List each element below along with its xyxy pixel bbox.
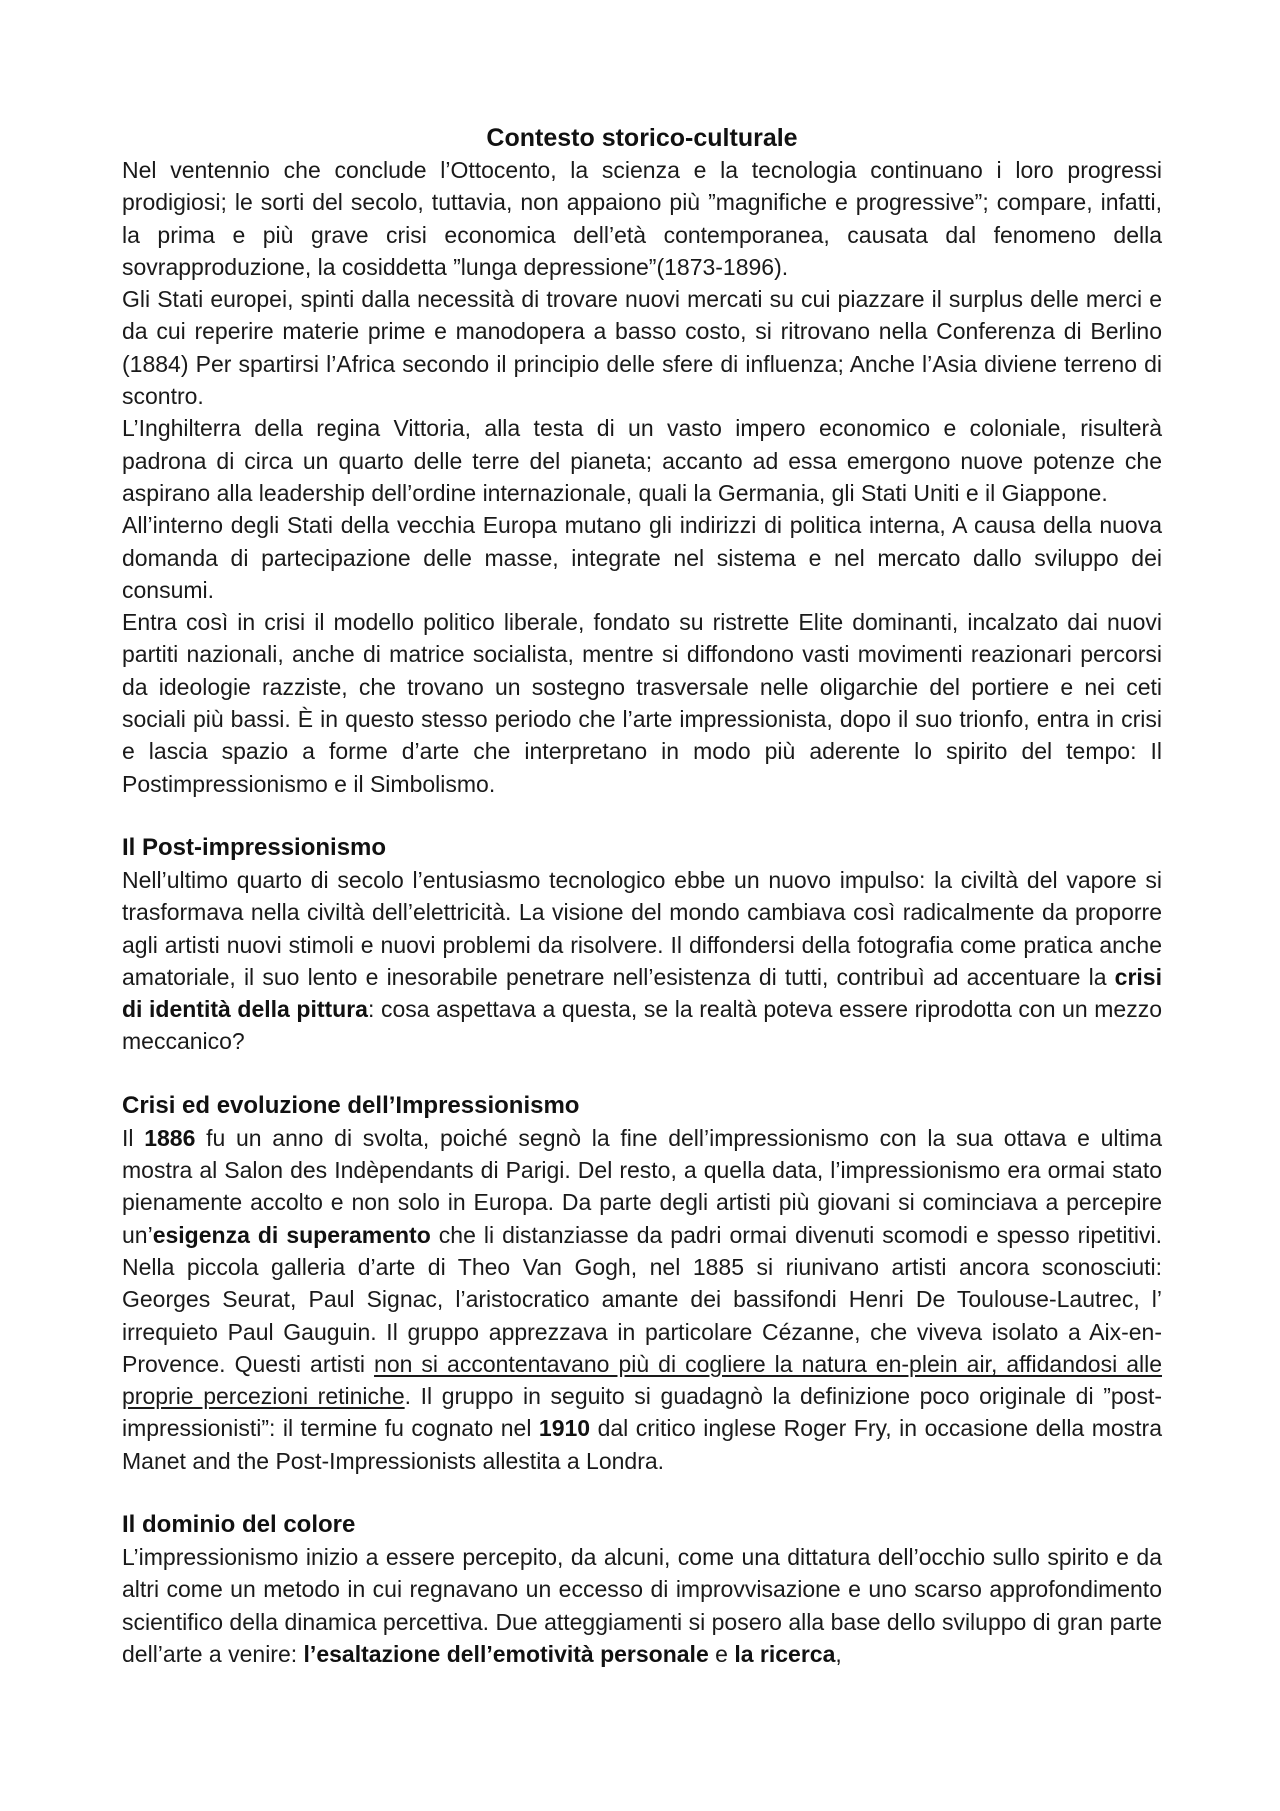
section-spacer (122, 800, 1162, 832)
section-title-post-impressionismo: Il Post-impressionismo (122, 833, 387, 861)
section-title-contesto: Contesto storico-culturale (486, 124, 798, 152)
text-run: e (708, 1640, 735, 1667)
paragraph (122, 1122, 1162, 1477)
bold-year: 1886 (144, 1124, 196, 1151)
text-run: Il (122, 1124, 145, 1151)
bold-text: esigenza di superamento (152, 1221, 431, 1248)
bold-year: 1910 (538, 1415, 591, 1442)
text-run: . Il gruppo in seguito si guadagnò la definizione poco originale di ”post-impressionisti”: il termine fu cognato nel (122, 1383, 1162, 1442)
text-run: L’impressionismo inizio a essere percepito, da alcuni, come una dittatura dell’occhio sullo spirito e da altri come un metodo in cui regnavano un eccesso di improvvisazione e uno scarso approfondimento scientifico della dinamica percettiva. Due atteggiamenti si posero alla base dello sviluppo di gran parte dell’arte a venire: (122, 1543, 1162, 1667)
text-run: che li distanziasse da padri ormai divenuti scomodi e spesso ripetitivi. Nella piccola galleria d’arte di Theo Van Gogh, nel 1885 si riunivano artisti ancora sconosciuti: Georges Seurat, Paul Signac, l’aristocratico amante dei bassifondi Henri De Toulouse-Lautrec, l’ irrequieto Paul Gauguin. Il gruppo apprezzava in particolare Cézanne, che viveva isolato a Aix-en-Provence. Questi artisti (122, 1221, 1162, 1377)
paragraph (122, 864, 1162, 1058)
paragraph: Nel ventennio che conclude l’Ottocento, la scienza e la tecnologia continuano i loro progressi prodigiosi; le sorti del secolo, tuttavia, non appaiono più ”magnifiche e progressive”; compare, infatti, la prima e più grave crisi economica dell’età contemporanea, causata dal fenomeno della sovrapproduzione, la cosiddetta ”lunga depressione”(1873-1896). (122, 157, 1162, 280)
text-run: fu un anno di svolta, poiché segnò la fine dell’impressionismo con la sua ottava e ultima mostra al Salon des Indèpendants di Parigi. Del resto, a quella data, l’impressionismo era ormai stato pienamente accolto e non solo in Europa. Da parte degli artisti più giovani si cominciava a percepire un’ (122, 1124, 1162, 1248)
section-title-dominio-colore: Il dominio del colore (122, 1510, 356, 1538)
text-run: Nell’ultimo quarto di secolo l’entusiasmo tecnologico ebbe un nuovo impulso: la civiltà del vapore si trasformava nella civiltà dell’elettricità. La visione del mondo cambiava così radicalmente da proporre agli artisti nuovi stimoli e nuovi problemi da risolvere. Il diffondersi della fotografia come pratica anche amatoriale, il suo lento e inesorabile penetrare nell’esistenza di tutti, contribuì ad accentuare la (122, 866, 1162, 990)
paragraph: All’interno degli Stati della vecchia Europa mutano gli indirizzi di politica interna, A causa della nuova domanda di partecipazione delle masse, integrate nel sistema e nel mercato dallo sviluppo dei consumi. (122, 512, 1162, 603)
bold-text: crisi di identità della pittura (122, 963, 1162, 1023)
document-page (122, 122, 1162, 1670)
bold-text: l’esaltazione dell’emotività personale (303, 1640, 709, 1667)
paragraph: L’Inghilterra della regina Vittoria, alla testa di un vasto impero economico e coloniale, risulterà padrona di circa un quarto delle terre del pianeta; accanto ad essa emergono nuove potenze che aspirano alla leadership dell’ordine internazionale, quali la Germania, gli Stati Uniti e il Giappone. (122, 415, 1162, 506)
paragraph: Gli Stati europei, spinti dalla necessità di trovare nuovi mercati su cui piazzare il surplus delle merci e da cui reperire materie prime e manodopera a basso costo, si ritrovano nella Conferenza di Berlino (1884) Per spartirsi l’Africa secondo il principio delle sfere di influenza; Anche l’Asia diviene terreno di scontro. (122, 286, 1162, 410)
text-run: , (835, 1640, 842, 1667)
bold-text: la ricerca (734, 1640, 836, 1667)
text-run: : cosa aspettava a questa, se la realtà poteva essere riprodotta con un mezzo meccanico? (122, 996, 1162, 1055)
paragraph: Entra così in crisi il modello politico liberale, fondato su ristrette Elite dominanti, incalzato dai nuovi partiti nazionali, anche di matrice socialista, mentre si diffondono vasti movimenti reazionari percorsi da ideologie razziste, che trovano un sostegno trasversale nelle oligarchie del portiere e nei ceti sociali più bassi. È in questo stesso periodo che l’arte impressionista, dopo il suo trionfo, entra in crisi e lascia spazio a forme d’arte che interpretano in modo più aderente lo spirito del tempo: Il Postimpressionismo e il Simbolismo. (122, 609, 1162, 797)
paragraph (122, 1541, 1162, 1670)
section-title-crisi-evoluzione: Crisi ed evoluzione dell’Impressionismo (122, 1091, 580, 1119)
text-run: dal critico inglese Roger Fry, in occasione della mostra Manet and the Post-Impressionists allestita a Londra. (122, 1415, 1162, 1474)
section-spacer (122, 1058, 1162, 1090)
section-spacer (122, 1477, 1162, 1509)
underlined-text: non si accontentavano più di cogliere la natura en-plein air, affidandosi alle proprie percezioni retiniche (122, 1350, 1162, 1410)
